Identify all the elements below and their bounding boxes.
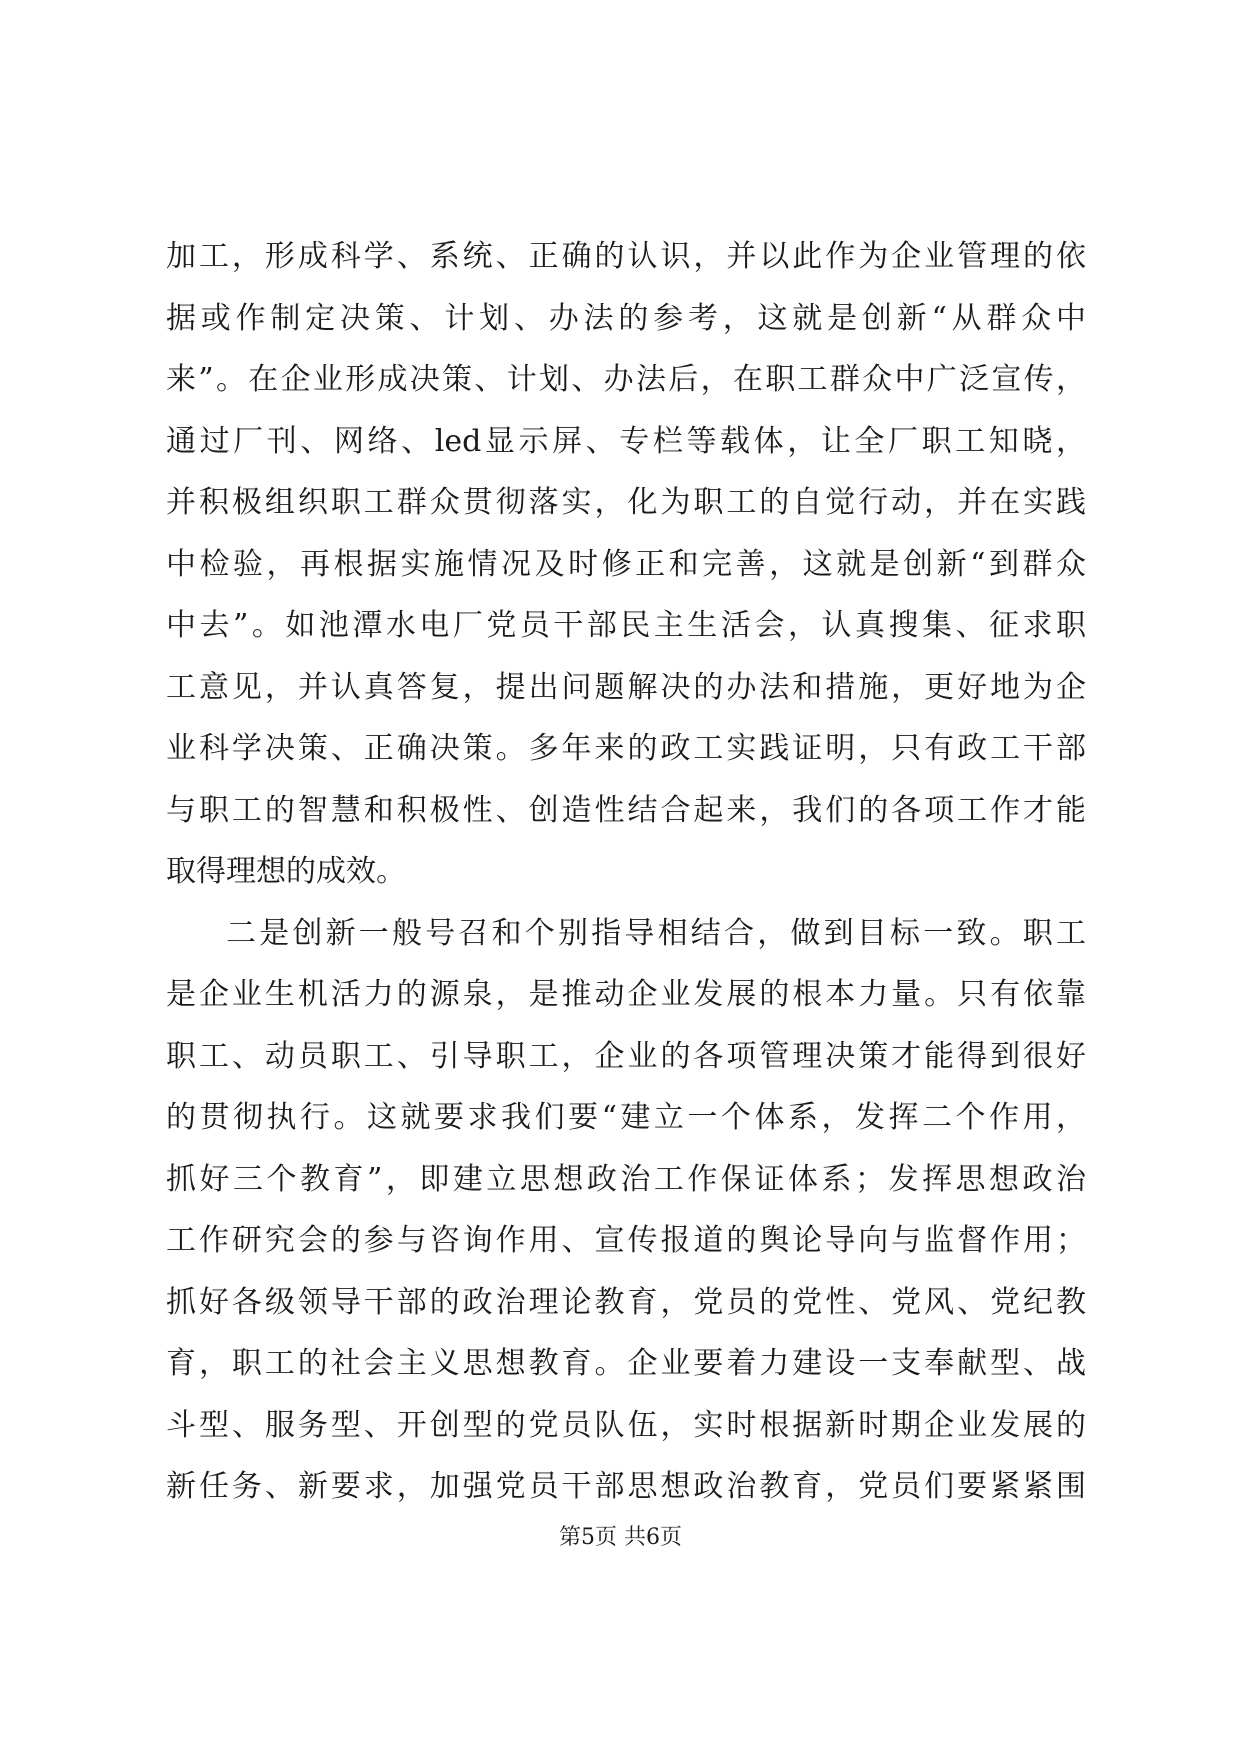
text-line: 斗型、服务型、开创型的党员队伍，实时根据新时期企业发展的 bbox=[166, 1407, 1086, 1443]
paragraph-end-line: 取得理想的成效。 bbox=[166, 854, 406, 889]
text-line: 是企业生机活力的源泉，是推动企业发展的根本力量。只有依靠 bbox=[166, 977, 1086, 1012]
text-line: 并积极组织职工群众贯彻落实，化为职工的自觉行动，并在实践 bbox=[166, 485, 1086, 520]
text-line: 新任务、新要求，加强党员干部思想政治教育，党员们要紧紧围 bbox=[166, 1469, 1086, 1504]
text-line: 据或作制定决策、计划、办法的参考，这就是创新“从群众中 bbox=[166, 300, 1086, 336]
text-line: 的贯彻执行。这就要求我们要“建立一个体系，发挥二个作用， bbox=[166, 1100, 1086, 1135]
text-line: 业科学决策、正确决策。多年来的政工实践证明，只有政工干部 bbox=[166, 731, 1086, 766]
text-line: 来”。在企业形成决策、计划、办法后，在职工群众中广泛宣传， bbox=[166, 362, 1086, 397]
text-line: 抓好三个教育”，即建立思想政治工作保证体系；发挥思想政治 bbox=[166, 1161, 1086, 1197]
text-line: 通过厂刊、网络、led显示屏、专栏等载体，让全厂职工知晓， bbox=[166, 423, 1086, 459]
text-line: 抓好各级领导干部的政治理论教育，党员的党性、党风、党纪教 bbox=[166, 1284, 1086, 1320]
page-number-footer: 第5页 共6页 bbox=[559, 1525, 682, 1550]
text-line: 育，职工的社会主义思想教育。企业要着力建设一支奉献型、战 bbox=[166, 1346, 1086, 1381]
body-text bbox=[166, 226, 1086, 1518]
text-line: 中检验，再根据实施情况及时修正和完善，这就是创新“到群众 bbox=[166, 546, 1086, 582]
text-line: 与职工的智慧和积极性、创造性结合起来，我们的各项工作才能 bbox=[166, 792, 1086, 828]
text-line: 加工，形成科学、系统、正确的认识，并以此作为企业管理的依 bbox=[166, 239, 1086, 274]
text-line: 中去”。如池潭水电厂党员干部民主生活会，认真搜集、征求职 bbox=[166, 608, 1086, 643]
paragraph-start-line: 二是创新一般号召和个别指导相结合，做到目标一致。职工 bbox=[226, 915, 1086, 951]
text-line: 职工、动员职工、引导职工，企业的各项管理决策才能得到很好 bbox=[166, 1038, 1086, 1074]
text-line: 工作研究会的参与咨询作用、宣传报道的舆论导向与监督作用； bbox=[166, 1223, 1086, 1258]
text-line: 工意见，并认真答复，提出问题解决的办法和措施，更好地为企 bbox=[166, 669, 1086, 705]
